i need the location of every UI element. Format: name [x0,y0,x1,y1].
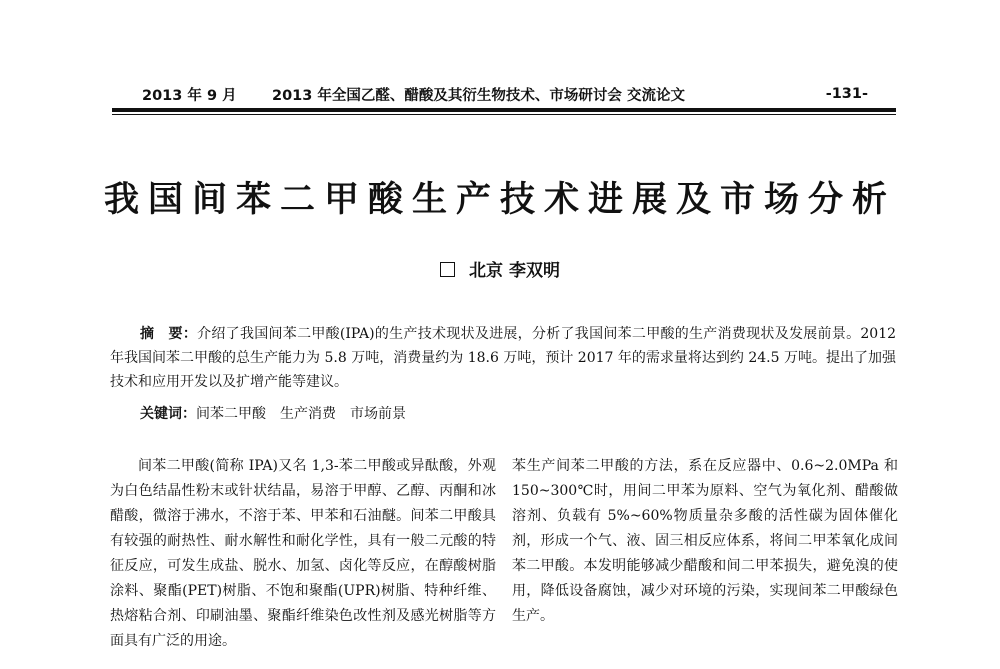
paper-title: 我国间苯二甲酸生产技术进展及市场分析 [103,179,896,220]
keywords-label: 关键词： [140,406,196,422]
body-column-left: 间苯二甲酸(简称 IPA)又名 1,3-苯二甲酸或异酞酸，外观为白色结晶性粉末或针状结晶，易溶于甲醇、乙醇、丙酮和冰醋酸，微溶于沸水，不溶于苯、甲苯和石油醚。间苯二甲酸具有较强的耐热性、耐水解性和耐化学性，具有一般二元酸的特征反应，可发生成盐、脱水、加氢、卤化等反应，在醇酸树脂涂料、聚酯(PET)树脂、不饱和聚酯(UPR)树脂、特种纤维、热熔粘合剂、印刷油墨、聚酯纤维染色改性剂及感光树脂等方面具有广泛的用途。 [110,458,496,649]
author-line [0,256,1000,281]
header-conference: 2013 年全国乙醛、醋酸及其衍生物技术、市场研讨会 交流论文 [272,88,685,104]
page-number: -131- [825,86,868,102]
keywords-text: 间苯二甲酸 生产消费 市场前景 [196,406,406,422]
header-rule-thick [112,108,896,112]
body-column-right: 苯生产间苯二甲酸的方法，系在反应器中、0.6~2.0MPa 和 150~300℃时，用间二甲苯为原料、空气为氧化剂、醋酸做溶剂、负载有 5%~60%物质量杂多酸的活性碳为固体催化剂，形成一个气、液、固三相反应体系，将间二甲苯氧化成间苯二甲酸。本发明能够减少醋酸和间二甲苯损失，避免溴的使用，降低设备腐蚀，减少对环境的污染，实现间苯二甲酸绿色生产。 [512,458,898,624]
header-date: 2013 年 9 月 [142,88,237,104]
abstract [110,322,896,394]
abstract-label: 摘 要： [140,326,198,342]
keywords [140,403,406,423]
author-name: 北京 李双明 [469,261,560,281]
abstract-text: 介绍了我国间苯二甲酸(IPA)的生产技术现状及进展，分析了我国间苯二甲酸的生产消费现状及发展前景。2012 年我国间苯二甲酸的总生产能力为 5.8 万吨，消费量约为 18.6 万吨，预计 2017 年的需求量将达到约 24.5 万吨。提出了加强技术和应用开发以及扩增产能等建议。 [110,326,897,390]
square-icon [440,262,455,277]
running-header [112,82,902,104]
header-rule-thin [112,114,896,115]
